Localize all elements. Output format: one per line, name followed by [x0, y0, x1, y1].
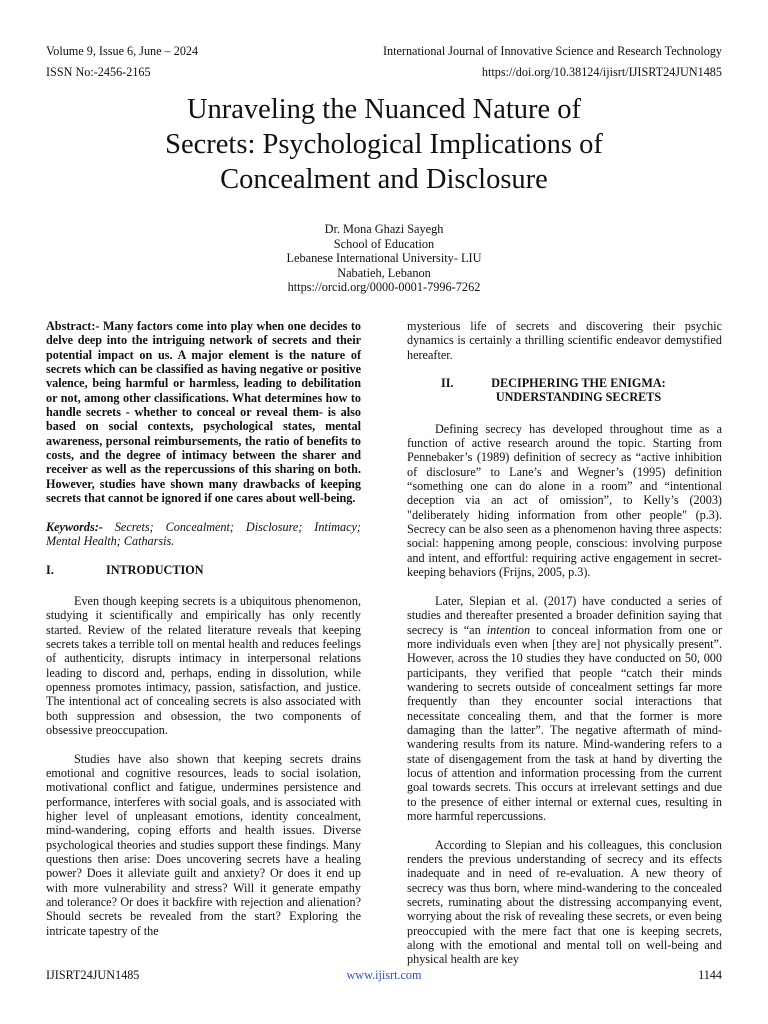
section-title-line: UNDERSTANDING SECRETS — [495, 390, 662, 405]
keywords-label: Keywords:- — [46, 519, 103, 534]
section-title-line: DECIPHERING THE ENIGMA: — [491, 376, 666, 391]
section-heading-introduction — [46, 563, 361, 577]
footer-page-number: 1144 — [698, 968, 722, 982]
section-number: II. — [441, 376, 454, 391]
body-paragraph: According to Slepian and his colleagues, this conclusion renders the previous understanding of secrecy and its effects inadequate and in need of re-evaluation. A new theory of secrecy was thus born, where mind-wandering to the concealed secrets, ruminating about the distressing accompanying event, worrying about the risk of revealing these secrets, or even being preoccupied with the mere fact that one is keeping secrets, along with the emotional and mental toll on well-being and physical health are key — [407, 837, 722, 967]
footer-website-link[interactable]: www.ijisrt.com — [346, 968, 422, 982]
body-paragraph: Even though keeping secrets is a ubiquitous phenomenon, studying it scientifically and empirically has only recently started. Review of the related literature reveals that keeping secrets takes a terrible toll on mental health and reduces feelings of authenticity, disrupts intimacy in interpersonal relations leading to discord and, perhaps, ending in dissolution, while openness promotes intimacy, passion, satisfaction, and justice. The intentional act of concealing secrets is also associated with both suppression and obsession, the two components of obsessive preoccupation. — [46, 593, 361, 737]
footer-paper-code: IJISRT24JUN1485 — [46, 968, 140, 982]
left-column — [46, 319, 361, 938]
keywords-text: Secrets; Concealment; Disclosure; Intimacy; Mental Health; Catharsis. — [46, 519, 361, 549]
section-number: I. — [46, 562, 54, 577]
body-paragraph: Studies have also shown that keeping secrets drains emotional and cognitive resources, leads to social isolation, motivational conflict and fatigue, undermines persistence and performance, interferes with social goals, and is associated with higher level of unpleasant emotions, identity concealment, mind-wandering, coping efforts and health issues. Diverse psychological theories and studies support these findings. Many questions then arise: Does uncovering secrets have a healing power? Does it alleviate guilt and anxiety? Or does it end up with more vulnerability and stress? Will it generate empathy and tolerance? Or does it backfire with rejection and alienation? Should secrets be revealed from the start? Exploring the intricate tapestry of the — [46, 751, 361, 938]
abstract-label: Abstract:- — [46, 319, 100, 333]
paper-title — [0, 92, 768, 197]
abstract — [46, 319, 361, 505]
section-title: INTRODUCTION — [106, 562, 204, 577]
section-heading-deciphering — [407, 376, 722, 405]
abstract-text: Many factors come into play when one decides to delve deep into the intriguing network of secrets and their potential impact on us. A major element is the nature of secrets which can be classified as having negative or positive valence, being harmful or harmless, leading to debilitation or not, among other classifications. What determines how to handle secrets - whether to conceal or reveal them- is also based on social contexts, psychological states, mental awareness, personal reimbursements, the ratio of benefits to costs, and the degree of intimacy between the sharer and receiver as well as the repercussions of this sharing on both. However, studies have shown many drawbacks of keeping secrets that cannot be ignored if one cares about well-being. — [46, 319, 361, 506]
volume-info: Volume 9, Issue 6, June – 2024 — [46, 44, 199, 58]
title-line: Unraveling the Nuanced Nature of — [186, 94, 582, 125]
doi-link[interactable]: https://doi.org/10.38124/ijisrt/IJISRT24JUN1485 — [481, 65, 722, 79]
author-department: School of Education — [333, 236, 435, 251]
title-line: Secrets: Psychological Implications of — [165, 129, 603, 160]
author-name: Dr. Mona Ghazi Sayegh — [324, 222, 444, 236]
title-line: Concealment and Disclosure — [220, 164, 548, 195]
body-paragraph — [407, 594, 722, 824]
body-paragraph: mysterious life of secrets and discovering their psychic dynamics is certainly a thrilling scientific endeavor demystified hereafter. — [407, 319, 722, 362]
issn: ISSN No:-2456-2165 — [46, 65, 151, 79]
journal-name: International Journal of Innovative Science and Research Technology — [382, 44, 722, 58]
text-run: to conceal information from one or more individuals even when [they are] not physically present”. However, across the 10 studies they have conducted on 50, 000 participants, they verified that people “catch their minds wandering to secrets outside of concealment settings far more frequently than they encounter social interactions that necessitate concealing them, and that the former is more damaging than the latter”. The negative aftermath of mind-wandering results from its nature. Mind-wandering refers to a state of disengagement from the task at hand by diverting the locus of attention and information processing from the current goal towards secrets. This occurs at irrelevant settings and due to the presence of either internal or external cues, resulting in more harmful repercussions. — [407, 622, 723, 823]
author-orcid[interactable]: https://orcid.org/0000-0001-7996-7262 — [287, 280, 481, 295]
text-run: Later, Slepian et al. (2017) have conducted a series of studies and thereafter presented a broader definition saying that secrecy is “an — [407, 593, 722, 637]
author-university: Lebanese International University- LIU — [286, 251, 482, 266]
author-location: Nabatieh, Lebanon — [337, 265, 431, 280]
author-block — [0, 222, 768, 295]
keywords — [46, 520, 361, 549]
emphasis: intention — [486, 622, 531, 637]
right-column — [407, 319, 722, 967]
body-paragraph: Defining secrecy has developed throughout time as a function of active research around the topic. Starting from Pennebaker’s (1989) definition of secrecy as “active inhibition of disclosure” to Lane’s and Wegner’s (1995) definition “something one can do alone in a room” and “intentional deception via an act of omission”, to Kelly’s (2003) "deliberately hiding information from other people" (p.3). Secrecy can be also seen as a phenomenon having three aspects: social: happening among people, conscious: involving purpose and intent, and effortful: requiring active engagement in secret-keeping behaviors (Frijns, 2005, p.3). — [407, 421, 722, 580]
